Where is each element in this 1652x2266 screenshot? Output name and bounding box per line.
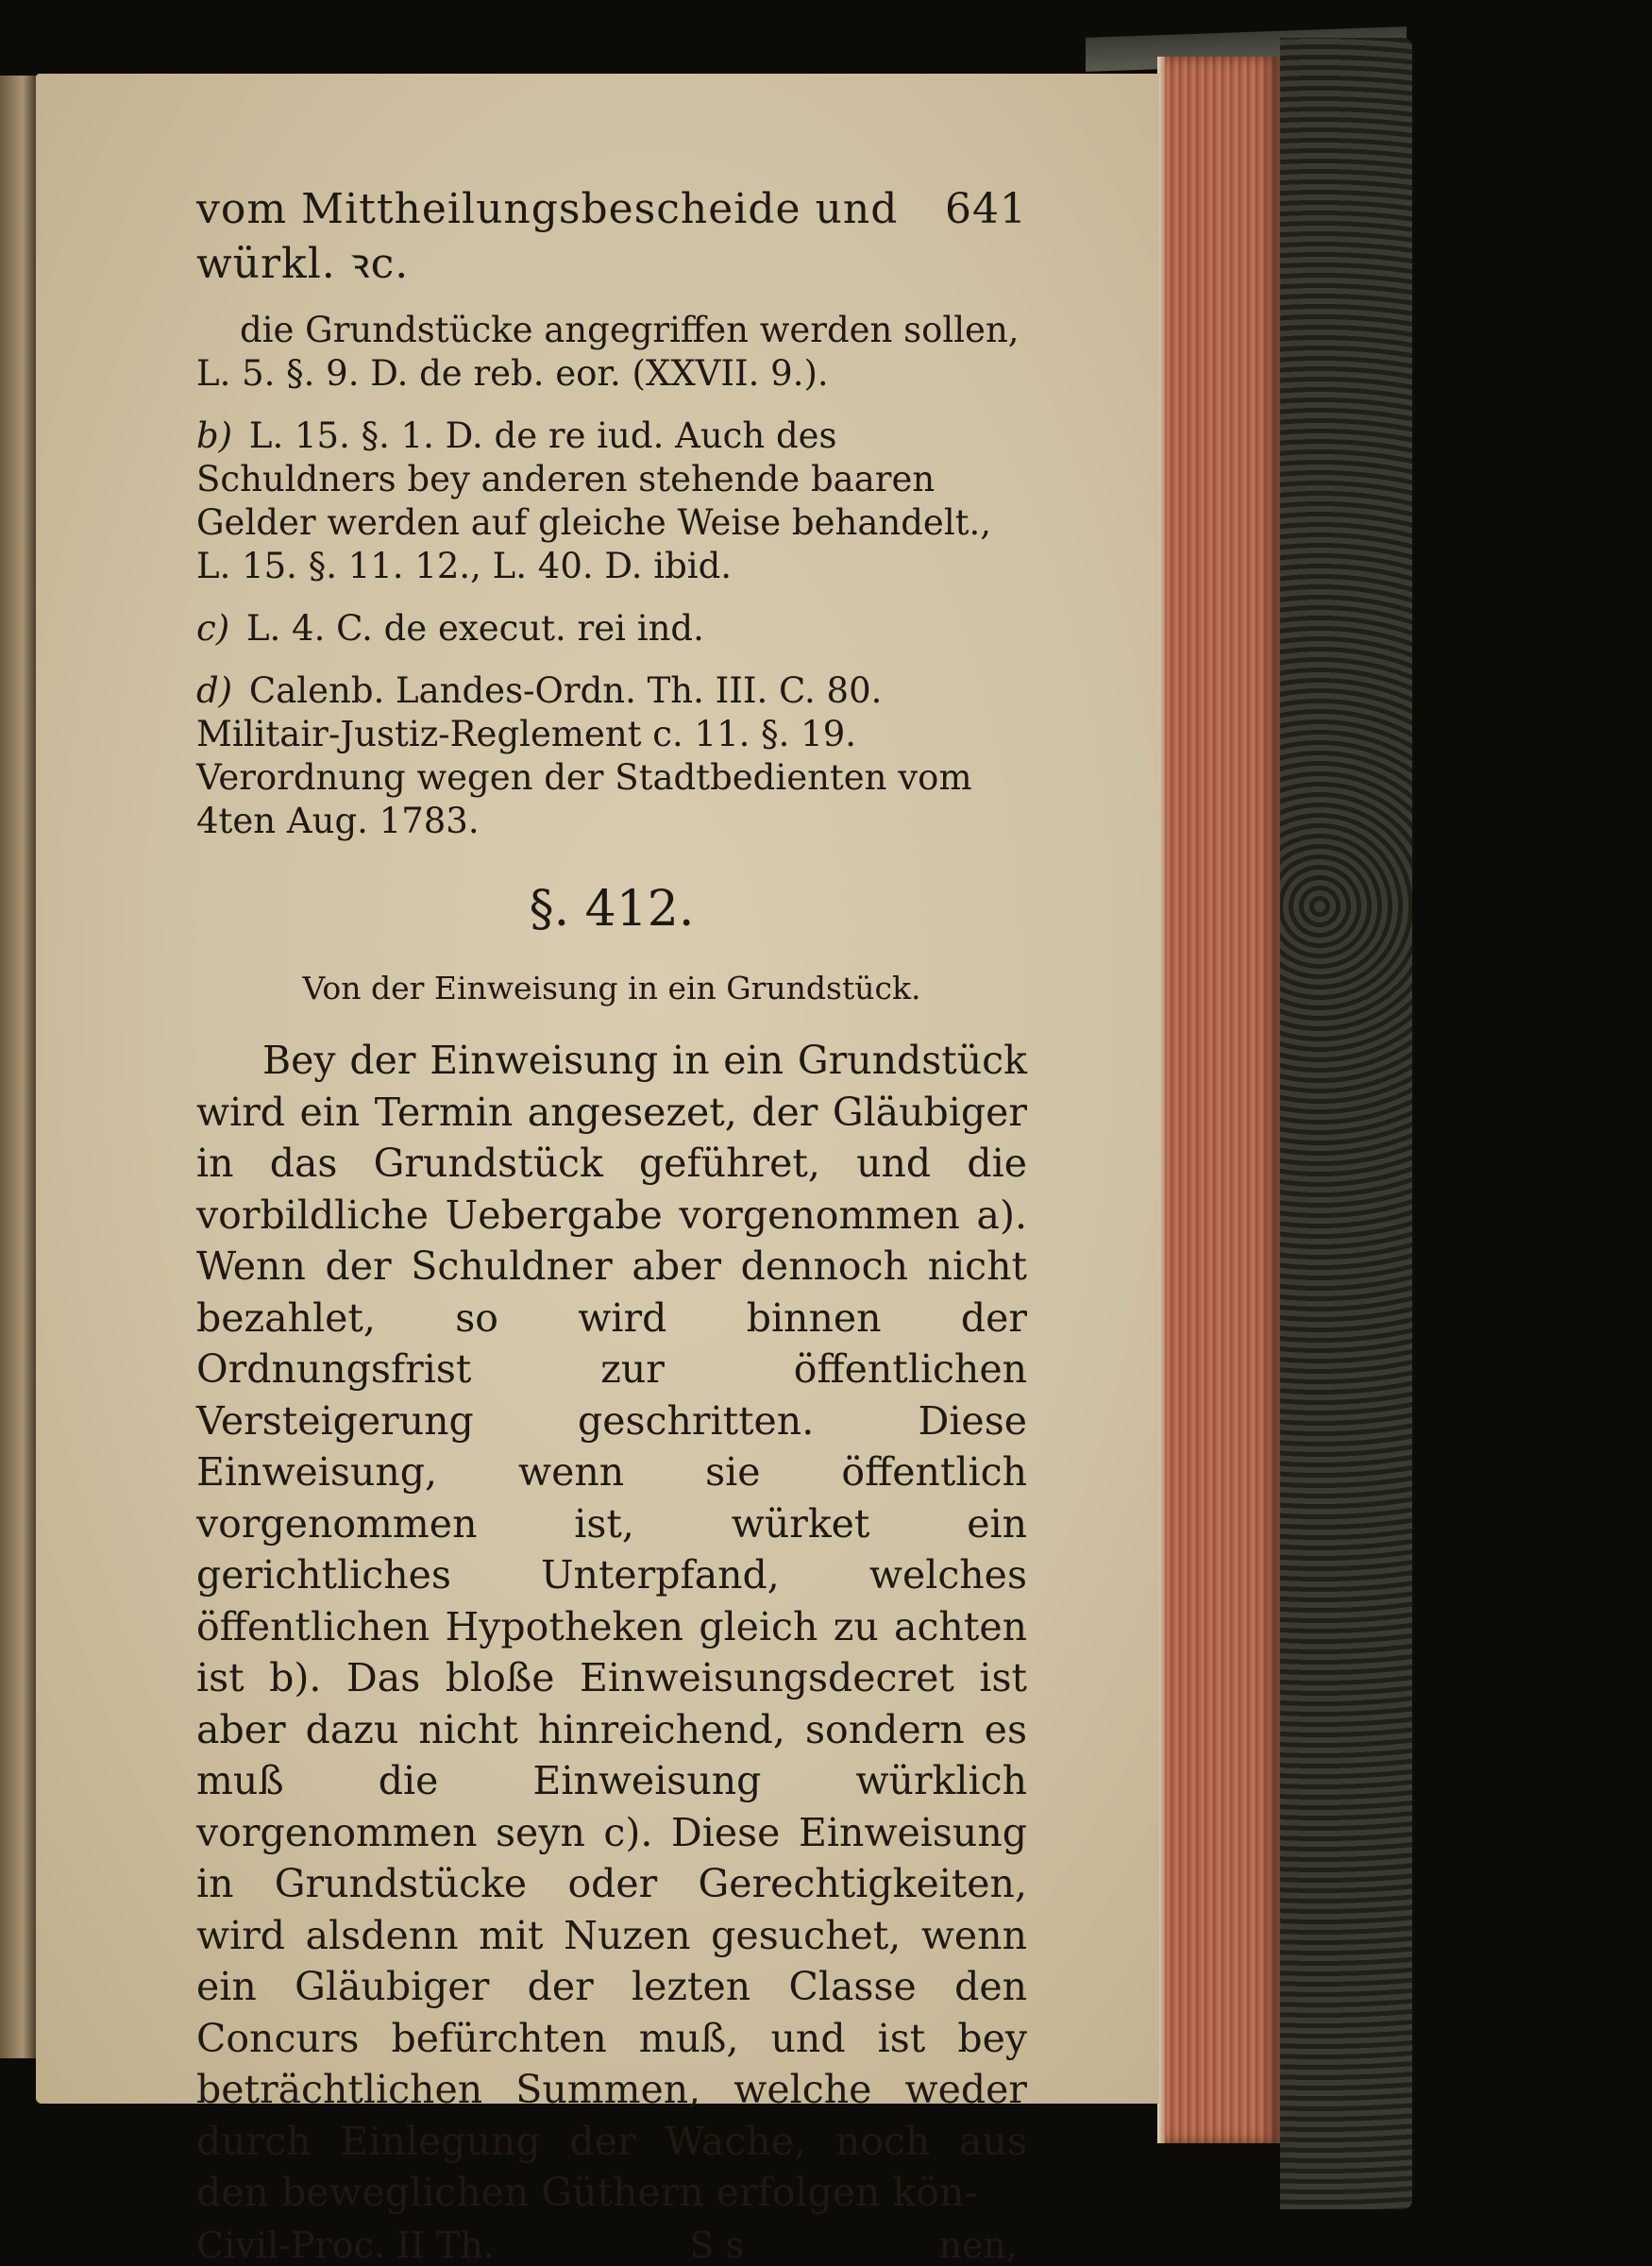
footnote-mark: d) <box>196 670 233 711</box>
page-number: 641 <box>945 185 1027 233</box>
footnote-continuation <box>196 309 1027 396</box>
page-content <box>196 185 1027 2266</box>
section-number: §. 412. <box>529 881 695 938</box>
left-page-edge <box>0 76 38 2058</box>
catchword: nen, <box>938 2224 1018 2266</box>
footnote-mark: c) <box>196 608 230 649</box>
sheet-signature: S s <box>689 2224 744 2266</box>
footnote-b <box>196 414 1027 588</box>
footnote-mark: b) <box>196 415 233 456</box>
section-title: Von der Einweisung in ein Grundstück. <box>302 970 921 1006</box>
footnote-text: Calenb. Landes-Ordn. Th. III. C. 80. Militair-Justiz-Reglement c. 11. §. 19. Verordnung wegen der Stadtbedienten vom 4ten Aug. 1783. <box>196 670 972 841</box>
running-title: vom Mittheilungsbescheide und würkl. ꝛc. <box>196 185 899 288</box>
footnote-c <box>196 607 1027 651</box>
page-block-edges <box>1157 57 1280 2143</box>
book-page <box>36 74 1159 2266</box>
footnote-text: L. 4. C. de execut. rei ind. <box>245 608 704 649</box>
running-head <box>196 185 1027 290</box>
signature-mark: Civil-Proc. II Th. <box>196 2224 495 2266</box>
footnote-text: die Grundstücke angegriffen werden sollen, L. 5. §. 9. D. de reb. eor. (XXVII. 9.). <box>196 310 1020 394</box>
footnote-text: L. 15. §. 1. D. de re iud. Auch des Schuldners bey anderen stehende baaren Gelder werden auf gleiche Weise behandelt., L. 15. §. 11. 12., L. 40. D. ibid. <box>196 415 992 586</box>
body-paragraph: Bey der Einweisung in ein Grundstück wird ein Termin angesezet, der Gläubiger in das Grundstück geführet, und die vorbildliche Uebergabe vorgenommen a). Wenn der Schuldner aber dennoch nicht bezahlet, so wird binnen der Ordnungsfrist zur öffentlichen Versteigerung geschritten. Diese Einweisung, wenn sie öffentlich vorgenommen ist, würket ein gerichtliches Unterpfand, welches öffentlichen Hypotheken gleich zu achten ist b). Das bloße Einweisungsdecret ist aber dazu nicht hinreichend, sondern es muß die Einweisung würklich vorgenommen seyn c). Diese Einweisung in Grundstücke oder Gerechtigkeiten, wird alsdenn mit Nuzen gesuchet, wenn ein Gläubiger der lezten Classe den Concurs befürchten muß, und ist bey beträchtlichen Summen, welche weder durch Einlegung der Wache, noch aus den beweglichen Güthern erfolgen kön- <box>196 1038 1027 2215</box>
footnote-d <box>196 669 1027 843</box>
page-footer <box>196 2224 1027 2266</box>
book-cover <box>1280 38 1412 2209</box>
